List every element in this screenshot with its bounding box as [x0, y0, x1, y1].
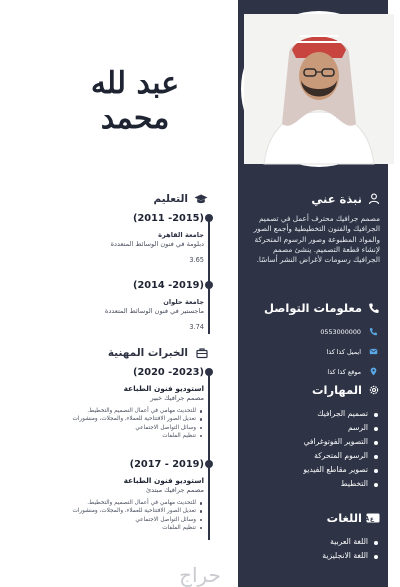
- experience-bullet: تنظيم الملفات: [34, 432, 196, 440]
- experience-role: مصمم جرافيك مبتدئ: [145, 486, 204, 494]
- experience-bullet: تنظيم الملفات: [34, 524, 196, 532]
- experience-years: (2019 - 2017): [129, 459, 204, 470]
- contact-heading: [238, 301, 388, 315]
- language-icon: [364, 512, 380, 524]
- experience-bullet: تعديل الصور الافتتاحية للعملاء، والمجلات، ومنشورات: [34, 415, 196, 423]
- timeline-dot: [205, 281, 213, 289]
- experience-years: (2023- 2020): [132, 367, 204, 378]
- about-title: نبذة عني: [311, 192, 362, 206]
- language-item: اللغة العربية: [238, 535, 368, 549]
- person-icon: [368, 193, 380, 205]
- experience-bullets: [34, 407, 204, 440]
- gear-icon: [368, 384, 380, 396]
- experience-company: استوديو فنون الطباعة: [123, 384, 204, 393]
- contact-title: معلومات التواصل: [264, 301, 362, 315]
- education-institution: جامعة حلوان: [163, 298, 204, 306]
- experience-bullet: للتحديث مهامي في أعمال التصميم والتخطيط.: [34, 407, 196, 415]
- experience-title: الخبرات المهنية: [107, 347, 188, 359]
- profile-photo-wrap: [238, 0, 400, 178]
- language-item: اللغة الانجليزية: [238, 549, 368, 563]
- education-gpa: 3.74: [189, 323, 204, 331]
- languages-heading: [238, 511, 388, 525]
- phone-icon: [368, 302, 380, 314]
- experience-bullet: وسائل التواصل الاجتماعي: [34, 424, 196, 432]
- skill-item: الرسم: [238, 421, 368, 435]
- languages-title: اللغات: [326, 511, 362, 525]
- briefcase-icon: [196, 347, 208, 359]
- svg-text:ع: ع: [369, 515, 374, 523]
- education-timeline-line: [208, 216, 210, 334]
- skill-item: التصوير الفوتوغرافي: [238, 435, 368, 449]
- mail-icon: [369, 347, 378, 356]
- education-entry: [34, 280, 204, 332]
- skills-list: [238, 407, 388, 491]
- contact-email-text: ايميل كذا كذا: [326, 347, 361, 356]
- experience-heading: [108, 347, 208, 359]
- skill-item: الرسوم المتحركة: [238, 449, 368, 463]
- skills-title: المهارات: [312, 383, 362, 397]
- contact-phone-text: 0553000000: [320, 327, 361, 336]
- education-entry: [34, 213, 204, 265]
- profile-photo: [241, 11, 397, 167]
- watermark: حراج: [179, 562, 221, 587]
- phone-icon: [369, 327, 378, 336]
- skill-item: تصوير مقاطع الفيديو: [238, 463, 368, 477]
- education-title: التعليم: [153, 193, 188, 205]
- contact-phone: [238, 327, 388, 336]
- education-gpa: 3.65: [189, 256, 204, 264]
- experience-role: مصمم جرافيك خبير: [150, 394, 204, 402]
- timeline-dot: [205, 368, 213, 376]
- education-years: (2019- 2014): [132, 280, 204, 291]
- skills-heading: [238, 383, 388, 397]
- about-text: مصمم جرافيك محترف أعمل في تصميم الجرافيك والفنون التخطيطية وأجمع الصور والمواد المطبوعة وصور الرسوم المتحركة لإنشاء قطعة التصميم. ينشئ مصمم الجرافيك رسومات لأغراض النشر أساسًا.: [253, 214, 380, 265]
- experience-entry: [34, 367, 204, 440]
- experience-company: استوديو فنون الطباعة: [123, 476, 204, 485]
- skills-section: [238, 383, 388, 491]
- timeline-dot: [205, 460, 213, 468]
- experience-entry: [34, 459, 204, 532]
- graduation-cap-icon: [196, 193, 208, 205]
- contact-location: [238, 367, 388, 376]
- timeline-dot: [205, 214, 213, 222]
- education-years: (2015- 2011): [132, 213, 204, 224]
- contact-email: [238, 347, 388, 356]
- contact-location-text: موقع كذا كذا: [327, 367, 361, 376]
- experience-bullet: تعديل الصور الافتتاحية للعملاء، والمجلات، ومنشورات: [34, 507, 196, 515]
- svg-text:A: A: [364, 515, 370, 523]
- experience-bullets: [34, 499, 204, 532]
- contact-section: [238, 301, 388, 387]
- languages-section: [238, 511, 388, 563]
- experience-bullet: وسائل التواصل الاجتماعي: [34, 516, 196, 524]
- skill-item: تصميم الجرافيك: [238, 407, 368, 421]
- skill-item: التخطيط: [238, 477, 368, 491]
- about-heading: [238, 192, 388, 206]
- education-heading: [153, 193, 208, 205]
- person-name: عبد لله محمد: [90, 66, 180, 136]
- education-institution: جامعة القاهرة: [158, 231, 204, 239]
- education-degree: دبلومة في فنون الوسائط المتعددة: [110, 240, 204, 248]
- languages-list: [238, 535, 388, 563]
- about-section: [238, 192, 388, 265]
- experience-bullet: للتحديث مهامي في أعمال التصميم والتخطيط.: [34, 499, 196, 507]
- experience-timeline-line: [208, 370, 210, 540]
- education-degree: ماجستير في فنون الوسائط المتعددة: [104, 307, 204, 315]
- location-pin-icon: [369, 367, 378, 376]
- person-portrait-icon: [244, 14, 394, 164]
